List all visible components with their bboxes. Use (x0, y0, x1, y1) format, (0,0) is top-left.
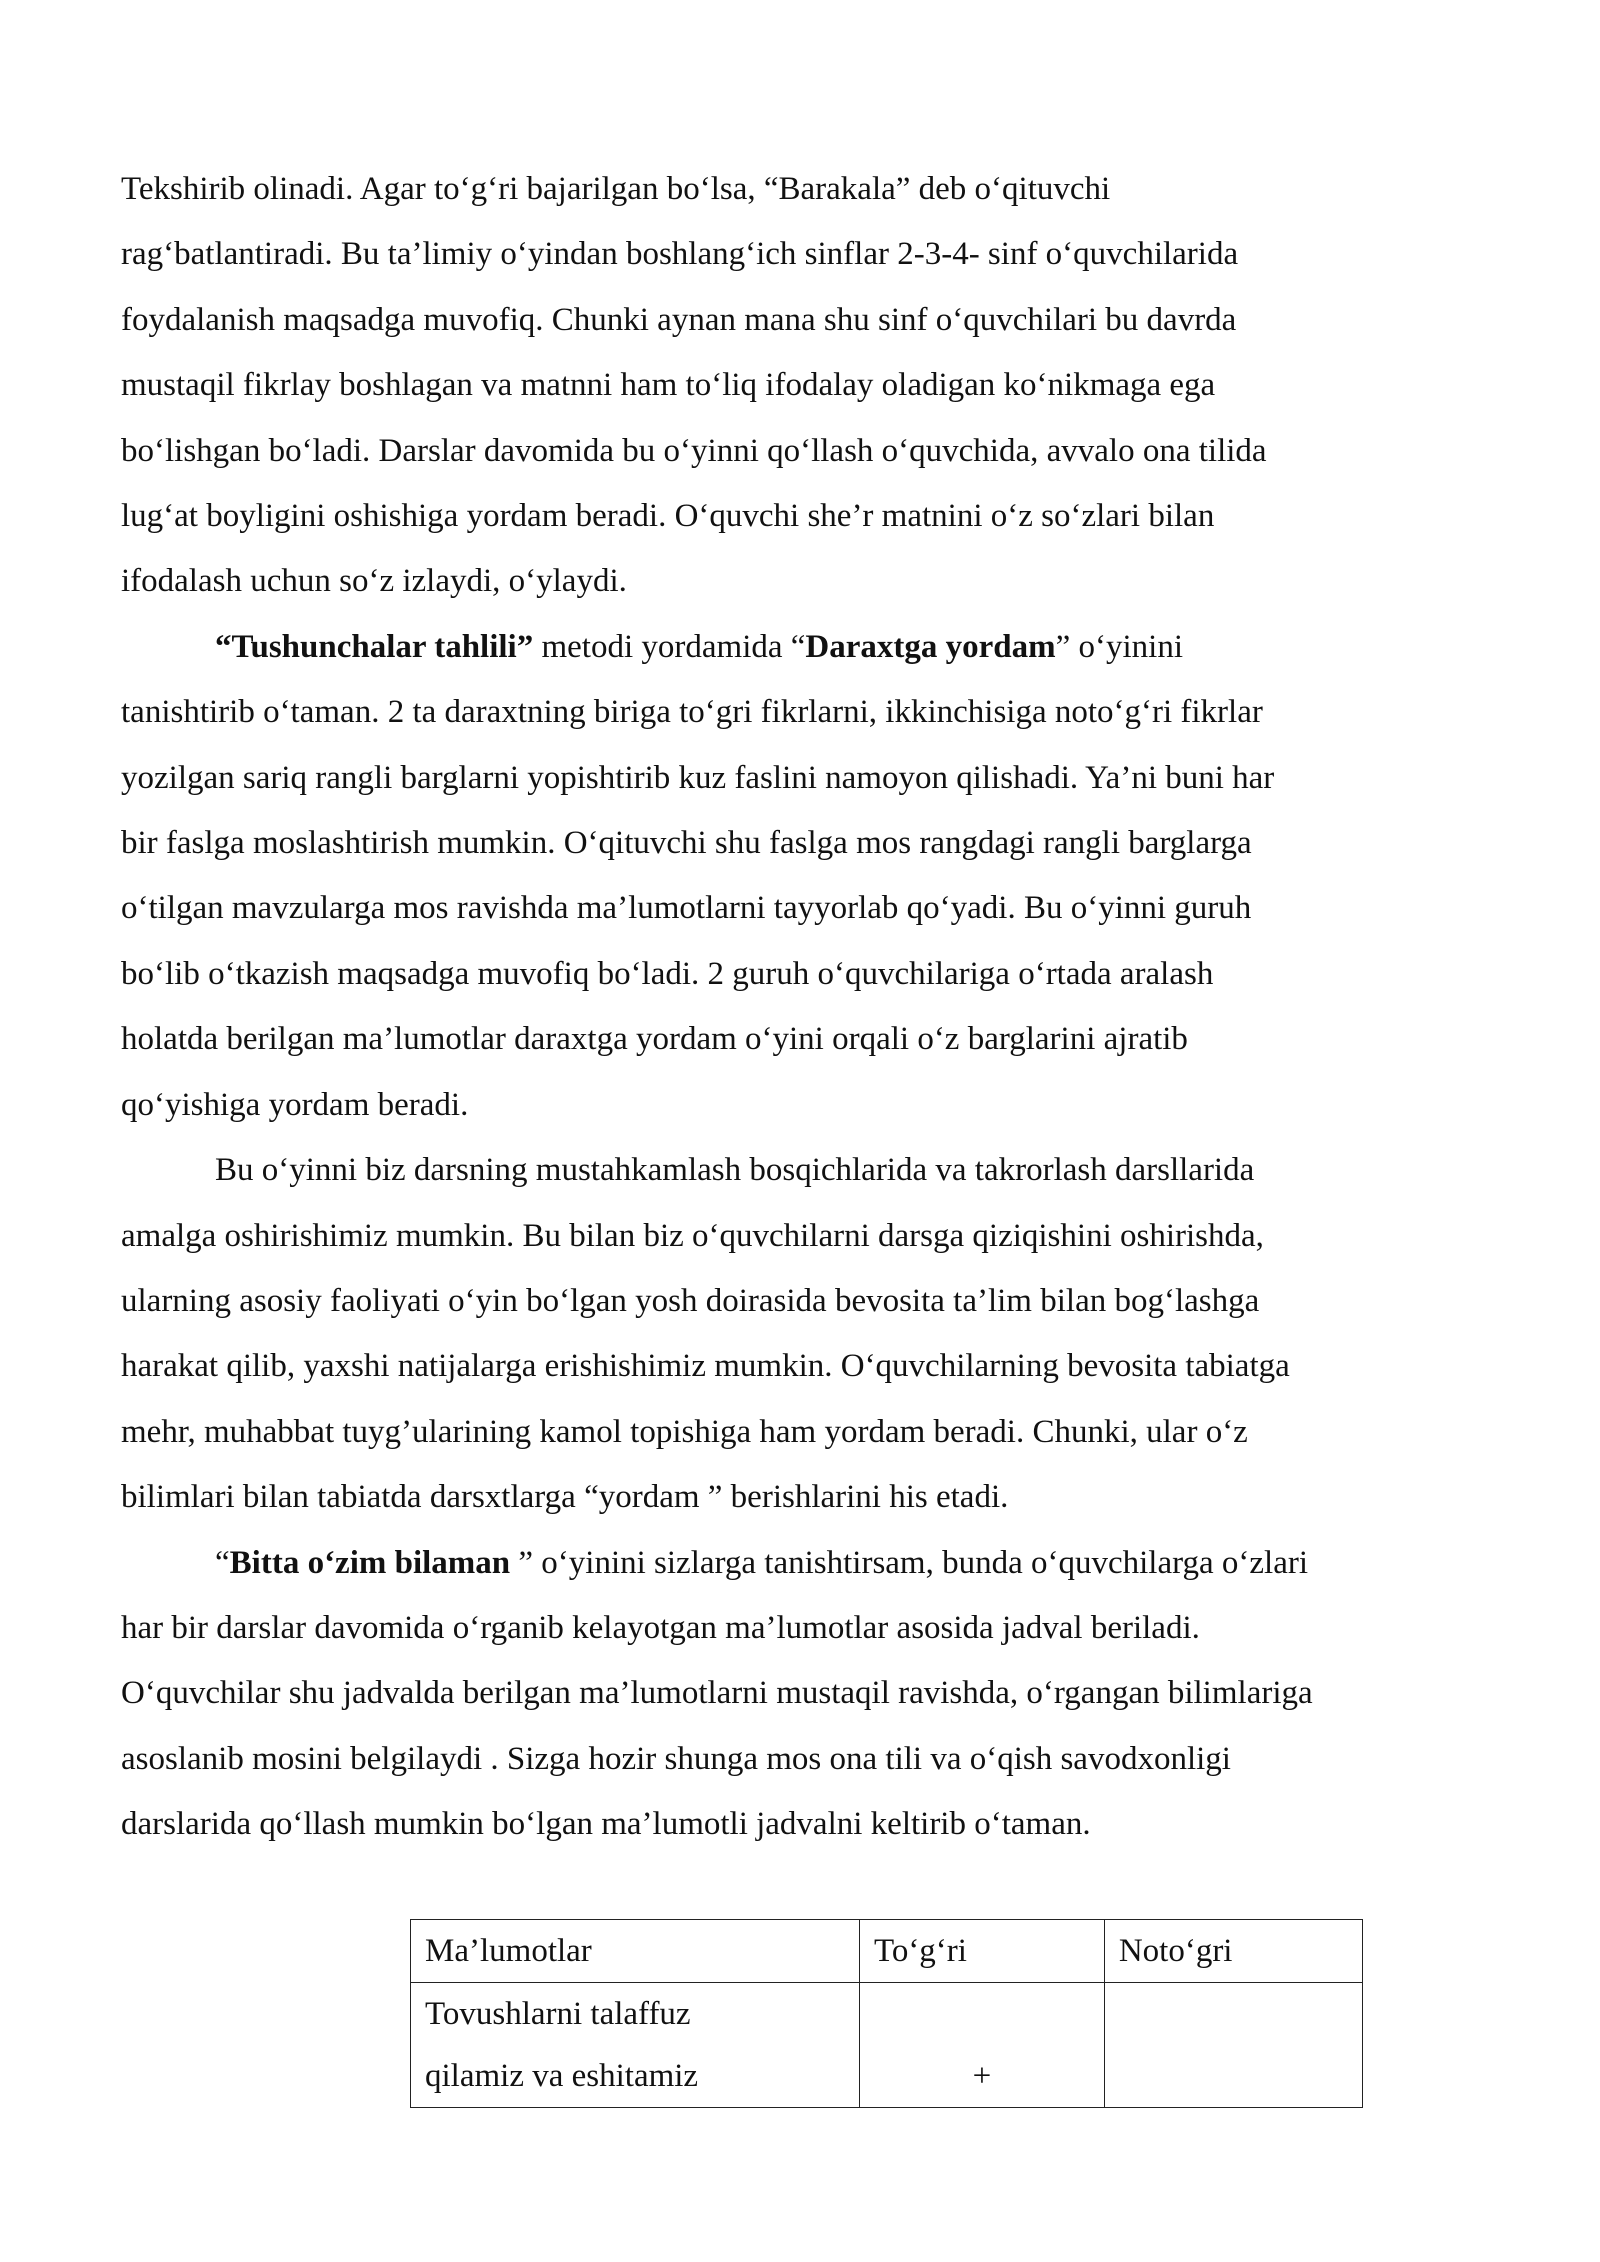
text-line: rag‘batlantiradi. Bu ta’limiy o‘yindan boshlang‘ich sinflar 2-3-4- sinf o‘quvchilarida (121, 236, 1239, 273)
text-line: ularning asosiy faoliyati o‘yin bo‘lgan yosh doirasida bevosita ta’lim bilan bog‘lashga (121, 1282, 1260, 1319)
text-line: bilimlari bilan tabiatda darsxtlarga “yordam ” berishlarini his etadi. (121, 1479, 1009, 1516)
paragraph-1 (121, 157, 1499, 615)
text-run: metodi yordamida “ (533, 628, 806, 665)
text-line (121, 615, 1499, 680)
text-line: harakat qilib, yaxshi natijalarga erishishimiz mumkin. O‘quvchilarning bevosita tabiatga (121, 1348, 1290, 1385)
text-line: amalga oshirishimiz mumkin. Bu bilan biz o‘quvchilarni darsga qiziqishini oshirishda, (121, 1217, 1264, 1254)
body-text (121, 157, 1499, 1858)
facts-table (410, 1919, 1363, 2108)
cell-text-line: Tovushlarni talaffuz (425, 1996, 691, 2032)
cell-correct (859, 1983, 1104, 2108)
text-run: “ (215, 1544, 230, 1581)
cell-information (411, 1983, 860, 2108)
text-line: Tekshirib olinadi. Agar to‘g‘ri bajarilgan bo‘lsa, “Barakala” deb o‘qituvchi (121, 171, 1111, 207)
text-line: bo‘lishgan bo‘ladi. Darslar davomida bu o‘yinni qo‘llash o‘quvchida, avvalo ona tilida (121, 432, 1267, 469)
bold-term: Bitta o‘zim bilaman (229, 1544, 511, 1581)
text-line: mustaqil fikrlay boshlagan va matnni ham to‘liq ifodalay oladigan ko‘nikmaga ega (121, 367, 1216, 404)
text-line: tanishtirib o‘taman. 2 ta daraxtning biriga to‘gri fikrlarni, ikkinchisiga noto‘g‘ri fikrlar (121, 694, 1263, 731)
text-line: mehr, muhabbat tuyg’ularining kamol topishiga ham yordam beradi. Chunki, ular o‘z (121, 1413, 1248, 1450)
text-line: O‘quvchilar shu jadvalda berilgan ma’lumotlarni mustaqil ravishda, o‘rgangan bilimlariga (121, 1675, 1313, 1712)
header-correct: To‘g‘ri (859, 1920, 1104, 1983)
cell-incorrect (1104, 1983, 1362, 2108)
text-line: asoslanib mosini belgilaydi . Sizga hozir shunga mos ona tili va o‘qish savodxonligi (121, 1740, 1231, 1777)
paragraph-4 (121, 1531, 1499, 1858)
text-line: holatda berilgan ma’lumotlar daraxtga yordam o‘yini orqali o‘z barglarini ajratib (121, 1021, 1188, 1058)
text-line: darslarida qo‘llash mumkin bo‘lgan ma’lumotli jadvalni keltirib o‘taman. (121, 1806, 1091, 1843)
text-run: ” o‘yinini (1055, 628, 1184, 665)
header-incorrect: Noto‘gri (1104, 1920, 1362, 1983)
text-line: yozilgan sariq rangli barglarni yopishtirib kuz faslini namoyon qilishadi. Ya’ni buni har (121, 759, 1275, 796)
text-line: foydalanish maqsadga muvofiq. Chunki aynan mana shu sinf o‘quvchilari bu davrda (121, 301, 1237, 338)
table-row (411, 1983, 1363, 2108)
header-information: Ma’lumotlar (411, 1920, 860, 1983)
text-run: ” o‘yinini sizlarga tanishtirsam, bunda o‘quvchilarga o‘zlari (510, 1544, 1309, 1581)
bold-term: Daraxtga yordam (805, 628, 1056, 665)
text-line: bir faslga moslashtirish mumkin. O‘qituvchi shu faslga mos rangdagi rangli barglarga (121, 825, 1252, 862)
text-line (121, 1531, 1499, 1596)
cell-text-line: qilamiz va eshitamiz (425, 2058, 699, 2094)
text-line: Bu o‘yinni biz darsning mustahkamlash bosqichlarida va takrorlash darsllarida (215, 1152, 1255, 1189)
text-line: o‘tilgan mavzularga mos ravishda ma’lumotlarni tayyorlab qo‘yadi. Bu o‘yinni guruh (121, 890, 1252, 927)
text-line: ifodalash uchun so‘z izlaydi, o‘ylaydi. (121, 563, 627, 600)
paragraph-3 (121, 1138, 1499, 1530)
text-line: qo‘yishiga yordam beradi. (121, 1086, 469, 1123)
bold-term: “Tushunchalar tahlili” (215, 628, 534, 665)
text-line: har bir darslar davomida o‘rganib kelayotgan ma’lumotlar asosida jadval beriladi. (121, 1609, 1200, 1646)
correct-mark: + (972, 2058, 992, 2094)
paragraph-2 (121, 615, 1499, 1138)
table-header-row (411, 1920, 1363, 1983)
text-line: bo‘lib o‘tkazish maqsadga muvofiq bo‘ladi. 2 guruh o‘quvchilariga o‘rtada aralash (121, 955, 1214, 992)
text-line: lug‘at boyligini oshishiga yordam beradi. O‘quvchi she’r matnini o‘z so‘zlari bilan (121, 498, 1215, 535)
